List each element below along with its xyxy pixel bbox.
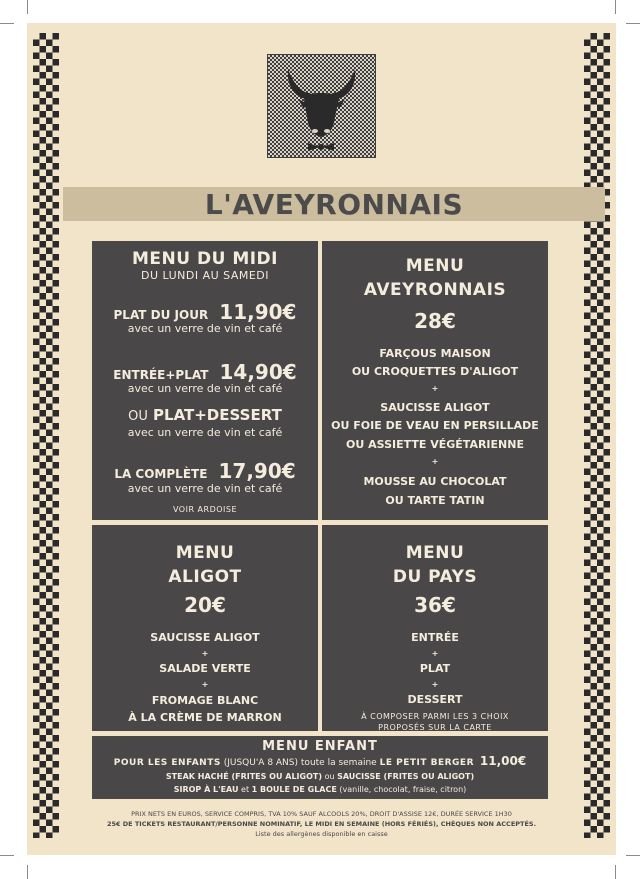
menu-enfant-line2 [92,772,548,781]
enfant-age: (JUSQU'A 8 ANS) [223,758,299,768]
crop-mark [27,0,28,14]
item-detail: avec un verre de vin et café [127,322,283,335]
logo [267,54,376,158]
crop-mark [27,865,28,879]
menu-midi-note: VOIR ARDOISE [172,505,238,514]
menu-line: À LA CRÈME DE MARRON [128,711,282,724]
menu-line: OU FOIE DE VEAU EN PERSILLADE [331,419,539,432]
enfant-or: ou [324,772,335,781]
enfant-pour: POUR LES ENFANTS [113,758,221,768]
crop-mark [626,23,640,24]
menu-midi-item [92,300,318,324]
menu-page [27,23,616,855]
enfant-semaine: toute la semaine [300,758,377,768]
menu-title-line1: MENU [405,543,465,563]
menu-title-line1: MENU [175,543,235,563]
item-detail: avec un verre de vin et café [127,482,283,495]
menu-title-line1: MENU [405,256,465,276]
menu-line: + [201,649,209,658]
menu-line: + [431,649,439,658]
menu-line: FARÇOUS MAISON [379,347,491,360]
enfant-dessert: 1 BOULE DE GLACE [251,785,337,794]
enfant-and: et [241,785,250,794]
item-detail: avec un verre de vin et café [127,382,283,395]
item-detail: avec un verre de vin et café [127,426,283,439]
menu-title-line2: DU PAYS [392,567,478,587]
item-label: LA COMPLÈTE [114,467,208,481]
enfant-drink: SIROP À L'EAU [173,785,239,794]
menu-du-pays-panel [322,525,548,731]
menu-line: SAUCISSE ALIGOT [150,631,260,644]
menu-midi-item [92,459,318,483]
menu-price: 28€ [414,309,456,333]
menu-line: MOUSSE AU CHOCOLAT [363,475,507,488]
menu-note: À COMPOSER PARMI LES 3 CHOIX [361,712,509,721]
menu-line: PLAT [419,662,451,675]
menu-midi-subtitle: DU LUNDI AU SAMEDI [140,269,270,282]
enfant-dish-a: STEAK HACHÉ (FRITES OU ALIGOT) [165,772,323,781]
menu-title-line2: ALIGOT [168,567,242,587]
menu-du-midi-panel [92,241,318,520]
restaurant-title: L'AVEYRONNAIS [63,187,605,221]
menu-price: 20€ [184,593,226,617]
footer-line2: 25€ DE TICKETS RESTAURANT/PERSONNE NOMINATIF, LE MIDI EN SEMAINE (HORS FÉRIÉS), CHÈQUES NON ACCEPTÉS. [106,820,537,828]
menu-line: SAUCISSE ALIGOT [380,401,490,414]
item-label: PLAT+DESSERT [153,406,282,424]
left-checker-border [33,33,59,838]
menu-title-line2: AVEYRONNAIS [363,280,507,300]
menu-line: FROMAGE BLANC [151,694,259,707]
enfant-price: 11,00€ [479,754,527,768]
menu-line: SALADE VERTE [159,662,251,675]
enfant-dish-b: SAUCISSE (FRITES OU ALIGOT) [337,772,475,781]
menu-aveyronnais-panel [322,241,548,520]
menu-line: ENTRÉE [411,631,459,644]
menu-line: + [431,680,439,689]
menu-line: + [201,680,209,689]
menu-line: OU CROQUETTES D'ALIGOT [351,365,519,378]
footer-line3: Liste des allergènes disponible en caisse [255,830,388,838]
item-prefix: OU [128,409,148,424]
item-price: 11,90€ [219,300,297,324]
crop-mark [615,865,616,879]
footer-line1: PRIX NETS EN EUROS, SERVICE COMPRIS, TVA 10% SAUF ALCOOLS 20%, DROIT D'ASSISE 12€, DURÉE SERVICE 1H30 [131,810,512,818]
menu-price: 36€ [414,593,456,617]
menu-enfant-line3 [92,785,548,794]
crop-mark [626,855,640,856]
menu-line: + [431,384,439,393]
enfant-flavors: (vanille, chocolat, fraise, citron) [339,785,467,794]
right-checker-border [584,33,610,838]
menu-enfant-panel [92,736,548,799]
menu-line: OU TARTE TATIN [385,494,485,507]
menu-enfant-title: MENU ENFANT [262,739,378,754]
menu-line: + [431,457,439,466]
menu-midi-item [92,405,318,424]
menu-enfant-line1 [92,754,548,768]
menu-note: PROPOSÉS SUR LA CARTE [378,723,492,732]
menu-line: OU ASSIETTE VÉGÉTARIENNE [346,438,524,451]
menu-aligot-panel [92,525,318,731]
item-price: 17,90€ [218,459,296,483]
item-price: 14,90€ [219,360,297,384]
menu-line: DESSERT [407,693,463,706]
bull-head-icon [268,55,375,157]
enfant-name: LE PETIT BERGER [379,758,475,768]
item-label: ENTRÉE+PLAT [113,368,209,382]
crop-mark [0,855,14,856]
item-label: PLAT DU JOUR [113,308,209,322]
crop-mark [0,23,14,24]
menu-midi-item [92,360,318,384]
menu-midi-title: MENU DU MIDI [132,249,278,269]
crop-mark [615,0,616,14]
